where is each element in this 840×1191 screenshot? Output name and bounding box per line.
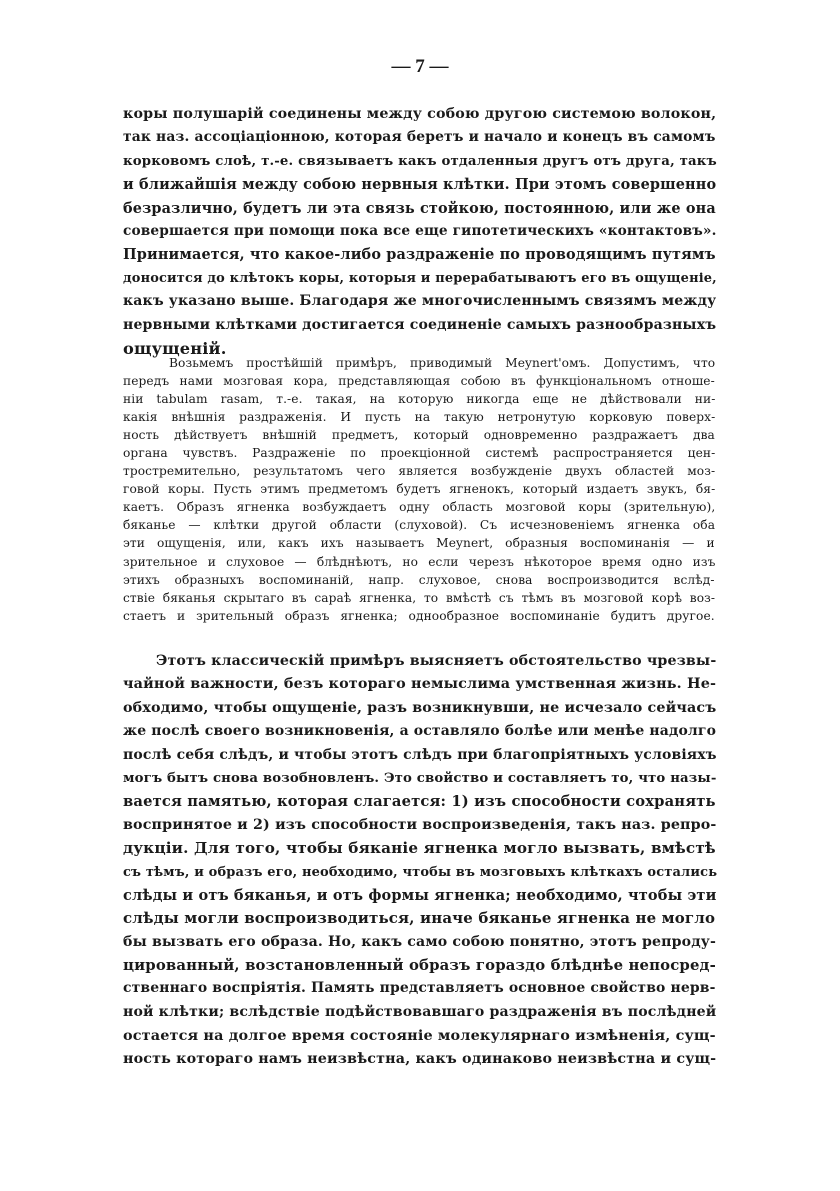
footnote-line: передъ нами мозговая кора, представляющая собою въ функціональномъ отноше- xyxy=(123,374,715,389)
text-line: ной клѣтки; вслѣдствіе подѣйствовавшаго раздраженія въ послѣдней xyxy=(123,1003,717,1020)
footnote-line: тростремительно, результатомъ чего является возбужденіе двухъ областей моз- xyxy=(123,464,716,479)
text-line: слѣды и отъ бяканья, и отъ формы ягненка; необходимо, чтобы эти xyxy=(123,886,717,904)
text-line: послѣ себя слѣдъ, и чтобы этотъ слѣдъ при благопріятныхъ условіяхъ xyxy=(123,746,717,763)
footnote-example xyxy=(123,354,715,625)
footnote-line: этихъ образныхъ воспоминаній, напр. слуховое, снова воспроизводится вслѣд- xyxy=(123,572,715,587)
text-line: ственнаго воспріятія. Память представляетъ основное свойство нерв- xyxy=(123,980,716,997)
footnote-line: эти ощущенія, или, какъ ихъ называетъ Meynert, образныя воспоминанія — и xyxy=(123,536,715,551)
text-line: вается памятью, которая слагается: 1) изъ способности сохранять xyxy=(123,793,716,811)
text-line: слѣды могли воспроизводиться, иначе бяканье ягненка не могло xyxy=(123,909,716,928)
footnote-line: какія внѣшнія раздраженія. И пусть на такую нетронутую корковую поверх- xyxy=(123,410,716,425)
page-number: — 7 — xyxy=(391,56,449,77)
text-line: бы вызвать его образа. Но, какъ само собою понятно, этотъ репроду- xyxy=(123,933,716,950)
text-line: съ тѣмъ, и образъ его, необходимо, чтобы въ мозговыхъ клѣткахъ остались xyxy=(123,864,718,880)
text-line: ность котораго намъ неизвѣстна, какъ одинаково неизвѣстна и сущ- xyxy=(123,1050,717,1067)
text-line: воспринятое и 2) изъ способности воспроизведенія, такъ наз. репро- xyxy=(123,816,717,833)
paragraph-2 xyxy=(123,650,718,1071)
text-line: обходимо, чтобы ощущеніе, разъ возникнувши, не исчезало сейчасъ xyxy=(123,699,717,716)
text-line: какъ указано выше. Благодаря же многочисленнымъ связямъ между xyxy=(123,293,717,310)
footnote-line: говой коры. Пусть этимъ предметомъ будетъ ягненокъ, который издаетъ звукъ, бя- xyxy=(123,482,716,497)
text-line: безразлично, будетъ ли эта связь стойкою, постоянною, или же она xyxy=(123,199,716,217)
text-line: могъ бытъ снова возобновленъ. Это свойство и составляетъ то, что назы- xyxy=(123,770,717,786)
footnote-line: ность дѣйствуетъ внѣшній предметъ, который одновременно раздражаетъ два xyxy=(123,428,715,443)
text-line: остается на долгое время состояніе молекулярнаго измѣненія, сущ- xyxy=(123,1027,716,1045)
footnote-line: стаетъ и зрительный образъ ягненка; однообразное воспоминаніе будитъ другое. xyxy=(123,608,715,623)
text-line: Принимается, что какое-либо раздраженіе по проводящимъ путямъ xyxy=(123,246,716,264)
footnote-line: зрительное и слуховое — блѣднѣютъ, но если черезъ нѣкоторое время одно изъ xyxy=(123,554,716,569)
text-line: доносится до клѣтокъ коры, которыя и перерабатываютъ его въ ощущеніе, xyxy=(123,270,717,286)
text-line: нервными клѣтками достигается соединеніе самыхъ разнообразныхъ xyxy=(123,316,717,333)
text-line: ощущеній. xyxy=(123,338,227,358)
footnote-line: ніи tabulam rasam, т.-е. такая, на которую никогда еще не дѣйствовали ни- xyxy=(123,392,716,407)
text-line: чайной важности, безъ котораго немыслима умственная жизнь. Не- xyxy=(123,676,717,693)
paragraph-1 xyxy=(123,103,715,360)
text-line: дукціи. Для того, чтобы бяканіе ягненка могло вызвать, вмѣстѣ xyxy=(123,839,716,858)
text-line: корковомъ слоѣ, т.-е. связываетъ какъ отдаленныя другъ отъ друга, такъ xyxy=(123,153,717,169)
footnote-line: каетъ. Образъ ягненка возбуждаетъ одну область мозговой коры (зрительную), xyxy=(123,500,716,515)
footnote-line: ствіе бяканья скрытаго въ сараѣ ягненка, то вмѣстѣ съ тѣмъ въ мозговой корѣ воз- xyxy=(123,590,716,605)
footnote-line: Возьмемъ простѣйшій примѣръ, приводимый Meynert'омъ. Допустимъ, что xyxy=(169,356,716,370)
text-line: совершается при помощи пока все еще гипотетическихъ «контактовъ». xyxy=(123,222,717,239)
text-line: цированный, возстановленный образъ гораздо блѣднѣе непосред- xyxy=(123,956,716,975)
text-line: так наз. ассоціаціонною, которая беретъ и начало и конецъ въ самомъ xyxy=(123,129,716,146)
footnote-line: бяканье — клѣтки другой области (слуховой). Съ исчезновеніемъ ягненка оба xyxy=(123,518,716,533)
text-line: же послѣ своего возникновенія, а оставляло болѣе или менѣе надолго xyxy=(123,723,717,740)
text-line: Этотъ классическій примѣръ выясняетъ обстоятельство чрезвы- xyxy=(156,653,717,669)
text-line: и ближайшія между собою нервныя клѣтки. При этомъ совершенно xyxy=(123,176,717,194)
footnote-line: органа чувствъ. Раздраженіе по проекціонной системѣ распространяется цен- xyxy=(123,446,716,461)
text-line: коры полушарій соединены между собою другою системою волокон, xyxy=(123,106,717,122)
